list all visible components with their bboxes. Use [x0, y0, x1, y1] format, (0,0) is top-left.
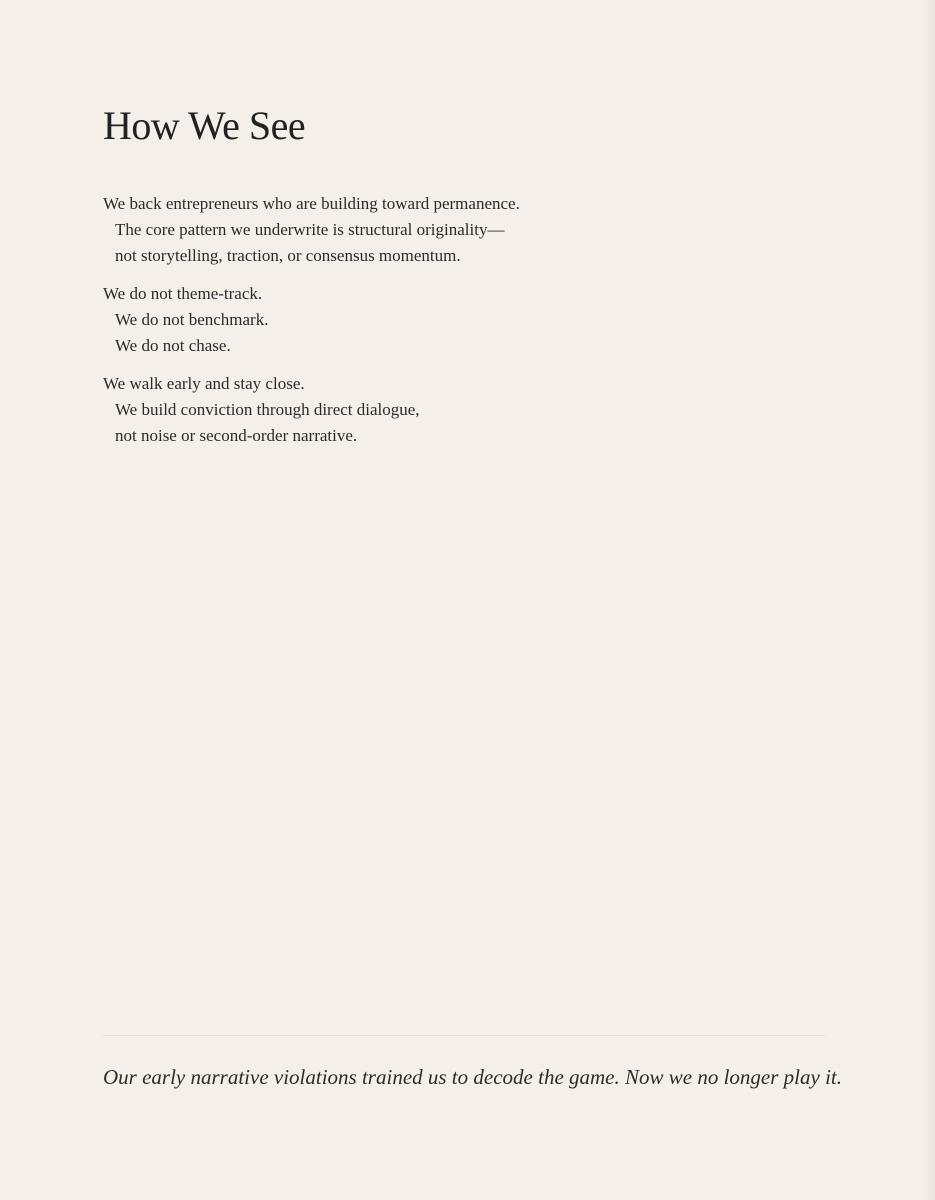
- body-text: [103, 191, 623, 461]
- paragraph-walk-early: [103, 371, 623, 449]
- paragraph-line: We walk early and stay close.: [103, 374, 305, 393]
- page-title: How We See: [103, 103, 306, 148]
- paragraph-line: We back entrepreneurs who are building toward permanence.: [103, 194, 520, 213]
- paragraph-line: The core pattern we underwrite is structural originality—: [115, 220, 505, 239]
- footer-divider: [103, 1035, 825, 1036]
- paragraph-line: We do not theme-track.: [103, 284, 263, 303]
- paragraph-line: not storytelling, traction, or consensus momentum.: [115, 246, 461, 265]
- paragraph-line: We do not benchmark.: [115, 310, 269, 329]
- page-edge-shadow: [921, 0, 935, 1200]
- paragraph-line: not noise or second-order narrative.: [115, 426, 358, 445]
- paragraph-line: We do not chase.: [115, 336, 231, 355]
- paragraph-permanence: [103, 191, 623, 269]
- paragraph-do-not: [103, 281, 623, 359]
- paragraph-line: We build conviction through direct dialogue,: [115, 400, 420, 419]
- page-content: [103, 0, 842, 1200]
- footer-quote: Our early narrative violations trained us to decode the game. Now we no longer play it.: [103, 1065, 842, 1089]
